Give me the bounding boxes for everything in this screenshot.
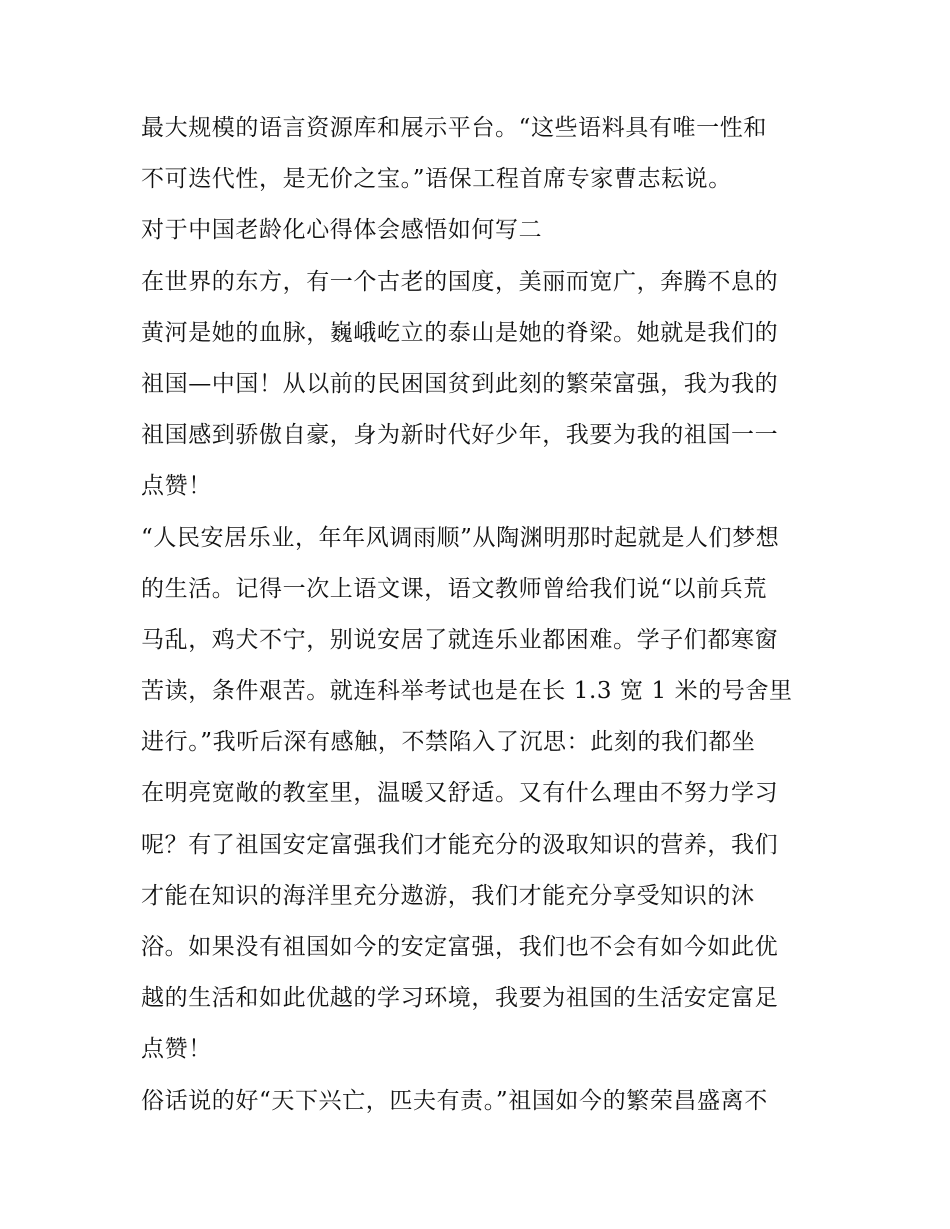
text-line: 越的生活和如此优越的学习环境，我要为祖国的生活安定富足	[141, 985, 779, 1012]
text-line: 点赞！	[141, 1036, 212, 1063]
text-line: 马乱，鸡犬不宁，别说安居了就连乐业都困难。学子们都寒窗	[141, 626, 779, 653]
text-line: 祖国感到骄傲自豪，身为新时代好少年，我要为我的祖国一一	[141, 422, 779, 449]
text-line: 苦读，条件艰苦。就连科举考试也是在长 1.3 宽 1 米的号舍里	[141, 678, 793, 705]
text-line: 不可迭代性，是无价之宝。”语保工程首席专家曹志耘说。	[141, 166, 732, 193]
text-line: 呢？有了祖国安定富强我们才能充分的汲取知识的营养，我们	[141, 831, 779, 858]
text-line: 进行。”我听后深有感触，不禁陷入了沉思：此刻的我们都坐	[141, 729, 756, 756]
text-line: 点赞！	[141, 473, 212, 500]
text-line: 俗话说的好“天下兴亡，匹夫有责。”祖国如今的繁荣昌盛离不	[141, 1087, 768, 1114]
text-line: “人民安居乐业，年年风调雨顺”从陶渊明那时起就是人们梦想	[141, 524, 780, 551]
text-line: 才能在知识的海洋里充分遨游，我们才能充分享受知识的沐	[141, 882, 755, 909]
text-line: 黄河是她的血脉，巍峨屹立的泰山是她的脊梁。她就是我们的	[141, 319, 779, 346]
text-line: 在明亮宽敞的教室里，温暖又舒适。又有什么理由不努力学习	[141, 780, 779, 807]
section-heading: 对于中国老龄化心得体会感悟如何写二	[141, 217, 543, 244]
text-line: 在世界的东方，有一个古老的国度，美丽而宽广，奔腾不息的	[141, 268, 779, 295]
body-text	[141, 103, 821, 1127]
text-line: 浴。如果没有祖国如今的安定富强，我们也不会有如今如此优	[141, 934, 779, 960]
text-line: 的生活。记得一次上语文课，语文教师曾给我们说“以前兵荒	[141, 575, 767, 602]
text-line: 最大规模的语言资源库和展示平台。“这些语料具有唯一性和	[141, 115, 767, 141]
text-line: 祖国—中国！从以前的民困国贫到此刻的繁荣富强，我为我的	[141, 370, 779, 397]
